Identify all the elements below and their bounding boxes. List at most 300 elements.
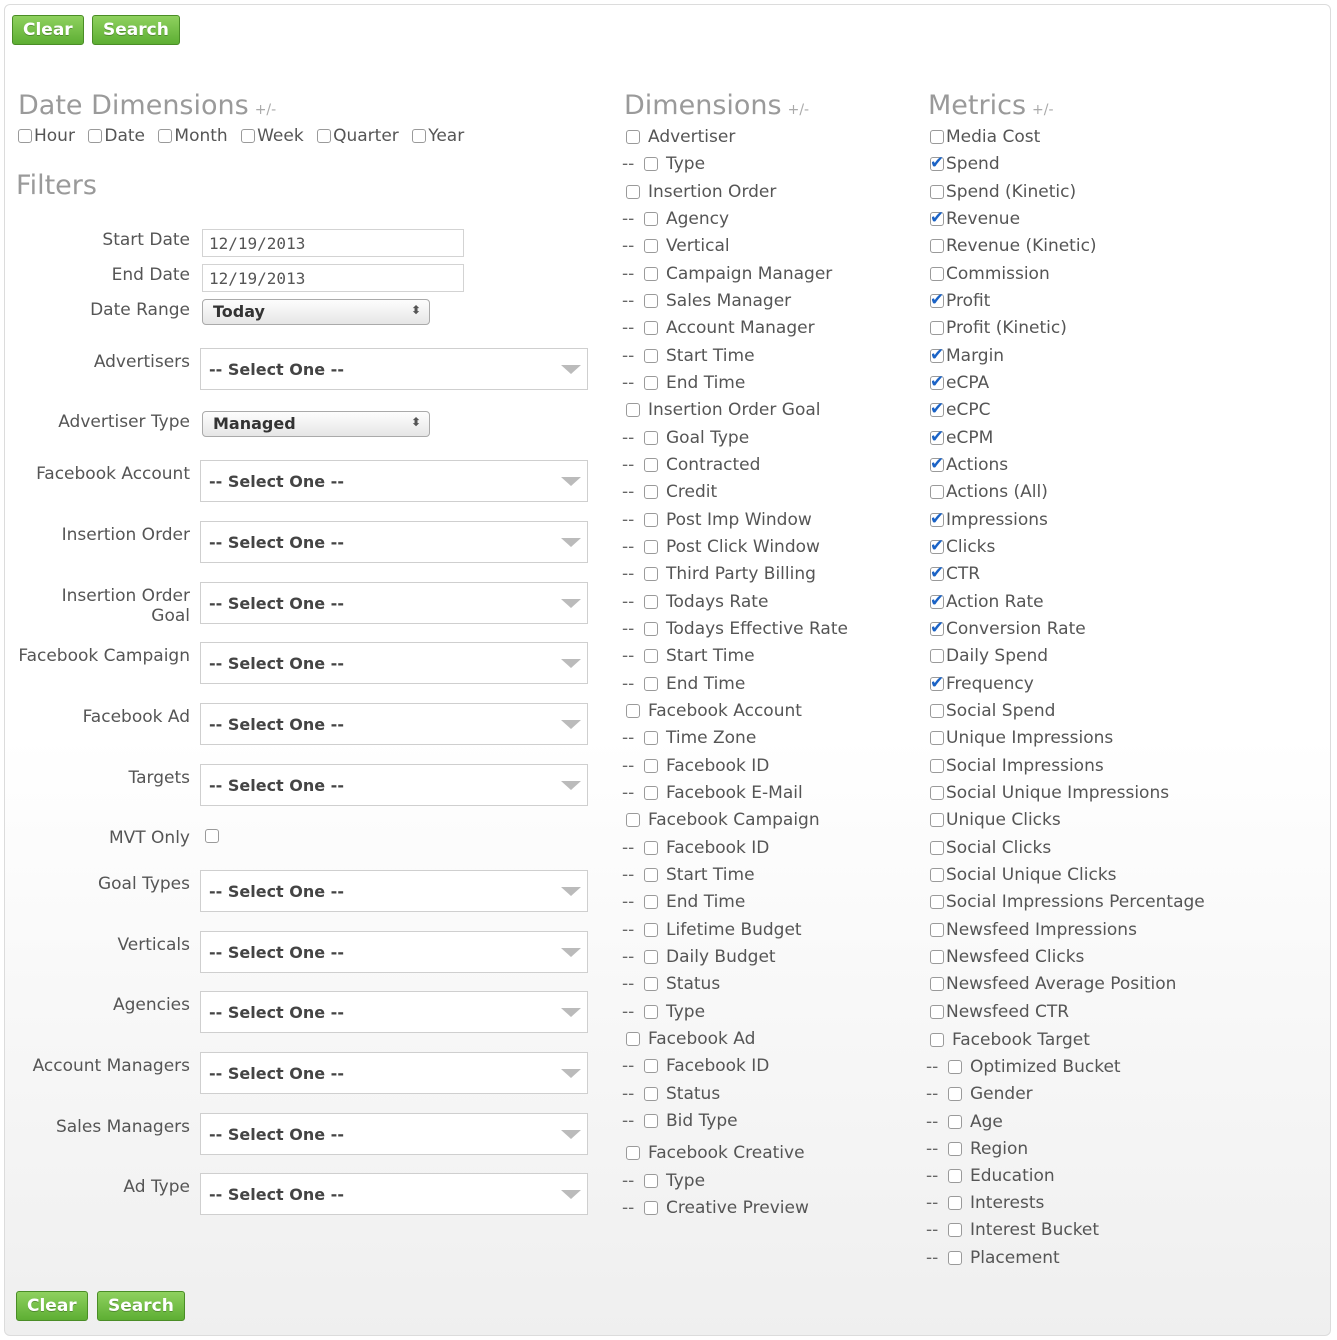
target-sub-checkbox[interactable] <box>948 1196 962 1210</box>
dimension-checkbox[interactable] <box>626 1032 640 1046</box>
dimension-checkbox[interactable] <box>644 294 658 308</box>
dimension-checkbox[interactable] <box>644 786 658 800</box>
metric-checkbox[interactable] <box>930 731 944 745</box>
dimension-label: Third Party Billing <box>666 564 816 585</box>
metric-checkbox[interactable] <box>930 321 944 335</box>
metric-item[interactable] <box>930 645 1048 667</box>
dimension-checkbox[interactable] <box>644 950 658 964</box>
start-date-input[interactable] <box>202 229 464 257</box>
dimension-subitem[interactable] <box>622 290 791 312</box>
dimension-checkbox[interactable] <box>644 157 658 171</box>
account-managers-label: Account Managers <box>32 1056 190 1076</box>
select-placeholder: -- Select One -- <box>209 594 344 613</box>
advertiser-type-select[interactable] <box>202 411 430 437</box>
dimension-subitem[interactable] <box>622 837 769 859</box>
metric-item[interactable] <box>930 399 990 421</box>
dimension-subitem[interactable] <box>622 782 803 804</box>
metric-item[interactable] <box>930 919 1137 941</box>
metric-checkbox[interactable] <box>930 813 944 827</box>
metric-checkbox[interactable] <box>930 1005 944 1019</box>
target-subitem[interactable] <box>926 1111 1003 1133</box>
dimension-label: Credit <box>666 482 718 503</box>
date-dim-week[interactable]: Week <box>241 126 304 146</box>
metric-checkbox[interactable] <box>930 431 944 445</box>
metric-checkbox[interactable] <box>930 403 944 417</box>
indent-dash: -- <box>622 209 635 229</box>
select-placeholder: -- Select One -- <box>209 654 344 673</box>
date-dim-quarter[interactable]: Quarter <box>317 126 399 146</box>
dimension-checkbox[interactable] <box>644 595 658 609</box>
indent-dash: -- <box>622 564 635 585</box>
indent-dash: -- <box>622 646 635 667</box>
indent-dash: -- <box>622 591 635 612</box>
verticals-label: Verticals <box>117 935 190 955</box>
date-dim-hour[interactable]: Hour <box>18 126 75 146</box>
target-sub-label: Optimized Bucket <box>970 1057 1121 1078</box>
select-placeholder: -- Select One -- <box>209 1125 344 1144</box>
date-dimensions-toggle[interactable]: +/- <box>254 102 277 118</box>
dimension-label: Daily Budget <box>666 946 776 967</box>
select-placeholder: -- Select One -- <box>209 1185 344 1204</box>
metric-label: Margin <box>946 345 1005 366</box>
dimension-checkbox[interactable] <box>626 704 640 718</box>
metric-checkbox[interactable] <box>930 622 944 636</box>
dimension-checkbox[interactable] <box>644 567 658 581</box>
metric-checkbox[interactable] <box>930 540 944 554</box>
dimension-checkbox[interactable] <box>644 731 658 745</box>
verticals-select[interactable] <box>200 931 588 973</box>
metric-item[interactable] <box>930 263 1050 285</box>
metric-item[interactable] <box>930 563 980 585</box>
updown-arrow-icon: ⬍ <box>410 303 421 317</box>
dimension-subitem[interactable] <box>622 1197 809 1219</box>
dimension-label: Facebook Account <box>648 700 802 721</box>
metric-label: Newsfeed Average Position <box>946 974 1177 995</box>
dimension-checkbox[interactable] <box>644 376 658 390</box>
dimension-checkbox[interactable] <box>644 868 658 882</box>
dimension-group[interactable] <box>626 1142 805 1164</box>
indent-dash: -- <box>622 1083 635 1104</box>
indent-dash: -- <box>622 345 635 366</box>
quarter-checkbox[interactable] <box>317 129 331 143</box>
metric-checkbox[interactable] <box>930 294 944 308</box>
goal-types-label: Goal Types <box>97 874 190 894</box>
metric-checkbox[interactable] <box>930 868 944 882</box>
month-checkbox[interactable] <box>158 129 172 143</box>
dimension-subitem[interactable] <box>622 946 776 968</box>
metric-checkbox[interactable] <box>930 567 944 581</box>
target-sub-checkbox[interactable] <box>948 1251 962 1265</box>
metric-label: Action Rate <box>946 591 1044 612</box>
dimension-subitem[interactable] <box>622 727 756 749</box>
metric-label: eCPM <box>946 427 994 448</box>
dimension-subitem[interactable] <box>622 673 745 695</box>
metric-label: eCPA <box>946 373 990 393</box>
dimension-subitem[interactable] <box>622 509 812 531</box>
dimension-label: Goal Type <box>666 427 750 448</box>
metric-checkbox[interactable] <box>930 267 944 281</box>
metric-label: Profit <box>946 291 991 311</box>
dimension-label: Bid Type <box>666 1110 738 1131</box>
indent-dash: -- <box>622 509 635 530</box>
dimension-label: Time Zone <box>666 728 757 749</box>
indent-dash: -- <box>622 618 635 639</box>
metric-item[interactable] <box>930 427 993 449</box>
metric-item[interactable] <box>930 153 1000 175</box>
metric-label: Social Impressions Percentage <box>946 892 1205 913</box>
account-managers-select[interactable] <box>200 1052 588 1094</box>
dimension-subitem[interactable] <box>622 317 815 339</box>
dimension-checkbox[interactable] <box>626 403 640 417</box>
indent-dash: -- <box>622 919 635 940</box>
metric-item[interactable] <box>930 591 1044 613</box>
agencies-select[interactable] <box>200 991 588 1033</box>
facebook-ad-select[interactable] <box>200 703 588 745</box>
dimension-subitem[interactable] <box>622 235 730 257</box>
date-dimensions-title: Date Dimensions <box>18 90 249 121</box>
dimension-checkbox[interactable] <box>644 1201 658 1215</box>
target-subitem[interactable] <box>926 1247 1060 1269</box>
dimension-checkbox[interactable] <box>644 540 658 554</box>
dimension-subitem[interactable] <box>622 618 848 640</box>
dimension-checkbox[interactable] <box>644 513 658 527</box>
facebook-account-select[interactable] <box>200 460 588 502</box>
dimension-subitem[interactable] <box>622 263 832 285</box>
dimension-label: Account Manager <box>666 318 815 339</box>
target-subitem[interactable] <box>926 1138 1028 1160</box>
dimension-label: Facebook Ad <box>648 1028 756 1049</box>
select-placeholder: -- Select One -- <box>209 472 344 491</box>
target-subitem[interactable] <box>926 1083 1033 1105</box>
dimension-checkbox[interactable] <box>644 321 658 335</box>
mvt-only-checkbox[interactable] <box>205 829 219 843</box>
dimension-subitem[interactable] <box>622 645 755 667</box>
metric-item[interactable] <box>930 891 1205 913</box>
advertisers-select[interactable] <box>200 348 588 390</box>
indent-dash: -- <box>622 864 635 885</box>
metric-label: Media Cost <box>946 127 1041 147</box>
metric-item[interactable] <box>930 290 990 312</box>
facebook-campaign-select[interactable] <box>200 642 588 684</box>
ad-type-select[interactable] <box>200 1173 588 1215</box>
indent-dash: -- <box>622 263 635 284</box>
indent-dash: -- <box>622 427 635 448</box>
metric-item[interactable] <box>930 509 1048 531</box>
target-sub-checkbox[interactable] <box>948 1223 962 1237</box>
dropdown-triangle-icon <box>561 659 581 668</box>
dimension-label: Insertion Order Goal <box>648 400 821 421</box>
sales-managers-label: Sales Managers <box>55 1117 190 1137</box>
metric-label: Newsfeed CTR <box>946 1001 1070 1022</box>
start-date-label: Start Date <box>102 230 190 250</box>
metric-checkbox[interactable] <box>930 895 944 909</box>
insertion-order-label: Insertion Order <box>61 525 190 545</box>
dimension-subitem[interactable] <box>622 973 720 995</box>
dimension-subitem[interactable] <box>622 1001 705 1023</box>
metric-label: Commission <box>946 263 1050 284</box>
dimension-label: Type <box>666 154 706 175</box>
metric-item[interactable] <box>930 208 1020 230</box>
date-range-value: Today <box>213 302 265 321</box>
target-sub-checkbox[interactable] <box>948 1142 962 1156</box>
date-range-label: Date Range <box>90 300 190 320</box>
dimension-checkbox[interactable] <box>644 649 658 663</box>
dimension-group[interactable] <box>626 399 821 421</box>
dimension-subitem[interactable] <box>622 454 760 476</box>
metric-checkbox[interactable] <box>930 977 944 991</box>
target-sub-label: Placement <box>970 1247 1060 1268</box>
dimension-checkbox[interactable] <box>644 1059 658 1073</box>
metrics-header <box>928 90 1054 121</box>
targets-label: Targets <box>128 768 190 788</box>
dimension-subitem[interactable] <box>622 919 802 941</box>
metric-item[interactable] <box>930 317 1067 339</box>
metric-label: Unique Impressions <box>946 728 1114 749</box>
dimension-group[interactable] <box>626 809 820 831</box>
metrics-toggle[interactable]: +/- <box>1032 102 1054 118</box>
hour-checkbox[interactable] <box>18 129 32 143</box>
dimension-label: Vertical <box>666 236 730 257</box>
indent-dash: -- <box>926 1220 939 1241</box>
metric-label: Newsfeed Impressions <box>946 919 1137 940</box>
dimension-label: Type <box>666 1001 706 1022</box>
dimension-label: End Time <box>666 373 746 393</box>
dimension-subitem[interactable] <box>622 345 755 367</box>
dimension-checkbox[interactable] <box>644 212 658 226</box>
dimension-subitem[interactable] <box>622 563 816 585</box>
end-date-input[interactable] <box>202 264 464 292</box>
target-subitem[interactable] <box>926 1219 1099 1241</box>
advertisers-label: Advertisers <box>93 352 190 372</box>
dimension-checkbox[interactable] <box>626 813 640 827</box>
dimension-checkbox[interactable] <box>644 1114 658 1128</box>
dimension-checkbox[interactable] <box>644 923 658 937</box>
year-checkbox[interactable] <box>412 129 426 143</box>
dimensions-title: Dimensions <box>624 90 782 121</box>
dimension-subitem[interactable] <box>622 755 769 777</box>
select-placeholder: -- Select One -- <box>209 943 344 962</box>
dropdown-triangle-icon <box>561 365 581 374</box>
metric-item[interactable] <box>930 864 1117 886</box>
dimension-label: Facebook ID <box>666 837 770 858</box>
date-dim-year[interactable]: Year <box>412 126 464 146</box>
dimension-subitem[interactable] <box>622 891 745 913</box>
dimension-label: Post Imp Window <box>666 509 812 530</box>
target-sub-checkbox[interactable] <box>948 1087 962 1101</box>
metric-checkbox[interactable] <box>930 759 944 773</box>
dimension-subitem[interactable] <box>622 427 749 449</box>
metric-checkbox[interactable] <box>930 212 944 226</box>
metric-checkbox[interactable] <box>930 677 944 691</box>
dimension-subitem[interactable] <box>622 372 745 394</box>
facebook-account-label: Facebook Account <box>36 464 190 484</box>
dimension-checkbox[interactable] <box>644 1087 658 1101</box>
dimension-group[interactable] <box>626 126 735 148</box>
target-sub-label: Age <box>970 1111 1003 1132</box>
dimension-checkbox[interactable] <box>644 485 658 499</box>
metric-checkbox[interactable] <box>930 649 944 663</box>
metric-label: CTR <box>946 564 981 585</box>
dropdown-triangle-icon <box>561 720 581 729</box>
facebook-ad-label: Facebook Ad <box>82 707 190 727</box>
target-sub-checkbox[interactable] <box>948 1060 962 1074</box>
metric-label: Impressions <box>946 509 1048 530</box>
metric-item[interactable] <box>930 235 1097 257</box>
dimension-checkbox[interactable] <box>644 431 658 445</box>
metric-checkbox[interactable] <box>930 349 944 363</box>
select-placeholder: -- Select One -- <box>209 1064 344 1083</box>
metric-checkbox[interactable] <box>930 595 944 609</box>
metric-item[interactable] <box>930 536 995 558</box>
dropdown-triangle-icon <box>561 1130 581 1139</box>
metric-checkbox[interactable] <box>930 485 944 499</box>
metric-label: Conversion Rate <box>946 618 1086 639</box>
metric-item[interactable] <box>930 973 1176 995</box>
target-sub-label: Region <box>970 1138 1029 1159</box>
dimensions-toggle[interactable]: +/- <box>787 102 810 118</box>
metric-item[interactable] <box>930 782 1169 804</box>
target-subitem[interactable] <box>926 1165 1055 1187</box>
metric-label: Clicks <box>946 536 996 557</box>
metric-item[interactable] <box>930 372 989 394</box>
dimension-subitem[interactable] <box>622 208 729 230</box>
dimension-group[interactable] <box>626 700 802 722</box>
metric-checkbox[interactable] <box>930 239 944 253</box>
metric-item[interactable] <box>930 837 1051 859</box>
dimension-subitem[interactable] <box>622 864 755 886</box>
metric-label: Social Impressions <box>946 755 1104 776</box>
metric-item[interactable] <box>930 946 1084 968</box>
target-subitem[interactable] <box>926 1192 1044 1214</box>
dimension-checkbox[interactable] <box>626 185 640 199</box>
dimension-group[interactable] <box>626 1028 755 1050</box>
goal-types-select[interactable] <box>200 870 588 912</box>
dimension-checkbox[interactable] <box>644 677 658 691</box>
dimension-subitem[interactable] <box>622 1110 738 1132</box>
search-button-top[interactable]: Search <box>92 15 180 45</box>
target-sub-checkbox[interactable] <box>948 1115 962 1129</box>
dropdown-triangle-icon <box>561 538 581 547</box>
metric-item[interactable] <box>930 454 1008 476</box>
dimension-checkbox[interactable] <box>644 239 658 253</box>
target-label: Facebook Target <box>952 1030 1090 1050</box>
dimension-subitem[interactable] <box>622 591 768 613</box>
dimension-checkbox[interactable] <box>644 622 658 636</box>
metric-checkbox[interactable] <box>930 841 944 855</box>
metric-item[interactable] <box>930 700 1055 722</box>
indent-dash: -- <box>926 1138 939 1159</box>
dimension-checkbox[interactable] <box>644 841 658 855</box>
dimension-checkbox[interactable] <box>644 1005 658 1019</box>
metric-item[interactable] <box>930 126 1040 148</box>
metric-item[interactable] <box>930 481 1048 503</box>
indent-dash: -- <box>622 892 635 913</box>
insertion-order-goal-select[interactable] <box>200 582 588 624</box>
metric-checkbox[interactable] <box>930 185 944 199</box>
target-sub-checkbox[interactable] <box>948 1169 962 1183</box>
metric-label: Actions <box>946 455 1009 475</box>
advertiser-type-value: Managed <box>213 414 296 433</box>
metric-checkbox[interactable] <box>930 923 944 937</box>
dropdown-triangle-icon <box>561 948 581 957</box>
dimension-subitem[interactable] <box>622 1170 705 1192</box>
dimension-checkbox[interactable] <box>644 349 658 363</box>
dimension-subitem[interactable] <box>622 1083 720 1105</box>
metric-checkbox[interactable] <box>930 513 944 527</box>
facebook-target-group[interactable] <box>930 1029 1090 1051</box>
target-subitem[interactable] <box>926 1056 1121 1078</box>
date-dim-month[interactable]: Month <box>158 126 227 146</box>
dimension-checkbox[interactable] <box>626 1146 640 1160</box>
metric-checkbox[interactable] <box>930 704 944 718</box>
indent-dash: -- <box>926 1193 939 1214</box>
date-range-select[interactable] <box>202 299 430 325</box>
clear-button-top[interactable]: Clear <box>12 15 84 45</box>
targets-select[interactable] <box>200 764 588 806</box>
dimension-subitem[interactable] <box>622 1055 769 1077</box>
metric-checkbox[interactable] <box>930 458 944 472</box>
dimension-checkbox[interactable] <box>644 1174 658 1188</box>
sales-managers-select[interactable] <box>200 1113 588 1155</box>
metric-item[interactable] <box>930 809 1061 831</box>
dimension-checkbox[interactable] <box>644 267 658 281</box>
indent-dash: -- <box>926 1057 939 1078</box>
dropdown-triangle-icon <box>561 1190 581 1199</box>
metric-item[interactable] <box>930 755 1104 777</box>
metric-item[interactable] <box>930 618 1086 640</box>
dimension-label: Facebook ID <box>666 1056 770 1077</box>
dimension-checkbox[interactable] <box>644 458 658 472</box>
metric-label: Social Unique Clicks <box>946 864 1117 885</box>
metric-item[interactable] <box>930 345 1004 367</box>
dimension-subitem[interactable] <box>622 481 717 503</box>
dimension-checkbox[interactable] <box>644 977 658 991</box>
clear-button-bottom[interactable]: Clear <box>16 1291 88 1321</box>
indent-dash: -- <box>622 1197 635 1218</box>
target-checkbox[interactable] <box>930 1033 944 1047</box>
search-button-bottom[interactable]: Search <box>97 1291 185 1321</box>
dimension-label: Insertion Order <box>648 181 777 202</box>
dimension-label: Start Time <box>666 646 755 667</box>
metric-checkbox[interactable] <box>930 157 944 171</box>
dimension-label: Facebook E-Mail <box>666 782 803 803</box>
select-placeholder: -- Select One -- <box>209 776 344 795</box>
dimension-subitem[interactable] <box>622 153 705 175</box>
insertion-order-select[interactable] <box>200 521 588 563</box>
dimension-checkbox[interactable] <box>626 130 640 144</box>
metric-item[interactable] <box>930 727 1113 749</box>
metric-item[interactable] <box>930 181 1076 203</box>
date-dim-date[interactable]: Date <box>88 126 145 146</box>
metric-checkbox[interactable] <box>930 376 944 390</box>
updown-arrow-icon: ⬍ <box>410 415 421 429</box>
dimension-group[interactable] <box>626 181 776 203</box>
dimension-checkbox[interactable] <box>644 895 658 909</box>
week-checkbox[interactable] <box>241 129 255 143</box>
dimension-checkbox[interactable] <box>644 759 658 773</box>
metric-item[interactable] <box>930 1001 1069 1023</box>
dimension-subitem[interactable] <box>622 536 820 558</box>
metric-item[interactable] <box>930 673 1034 695</box>
indent-dash: -- <box>622 455 635 475</box>
metric-checkbox[interactable] <box>930 950 944 964</box>
metric-checkbox[interactable] <box>930 130 944 144</box>
indent-dash: -- <box>622 1056 635 1077</box>
metric-checkbox[interactable] <box>930 786 944 800</box>
date-checkbox[interactable] <box>88 129 102 143</box>
dimension-label: Todays Effective Rate <box>666 618 848 639</box>
metric-label: Unique Clicks <box>946 810 1061 831</box>
